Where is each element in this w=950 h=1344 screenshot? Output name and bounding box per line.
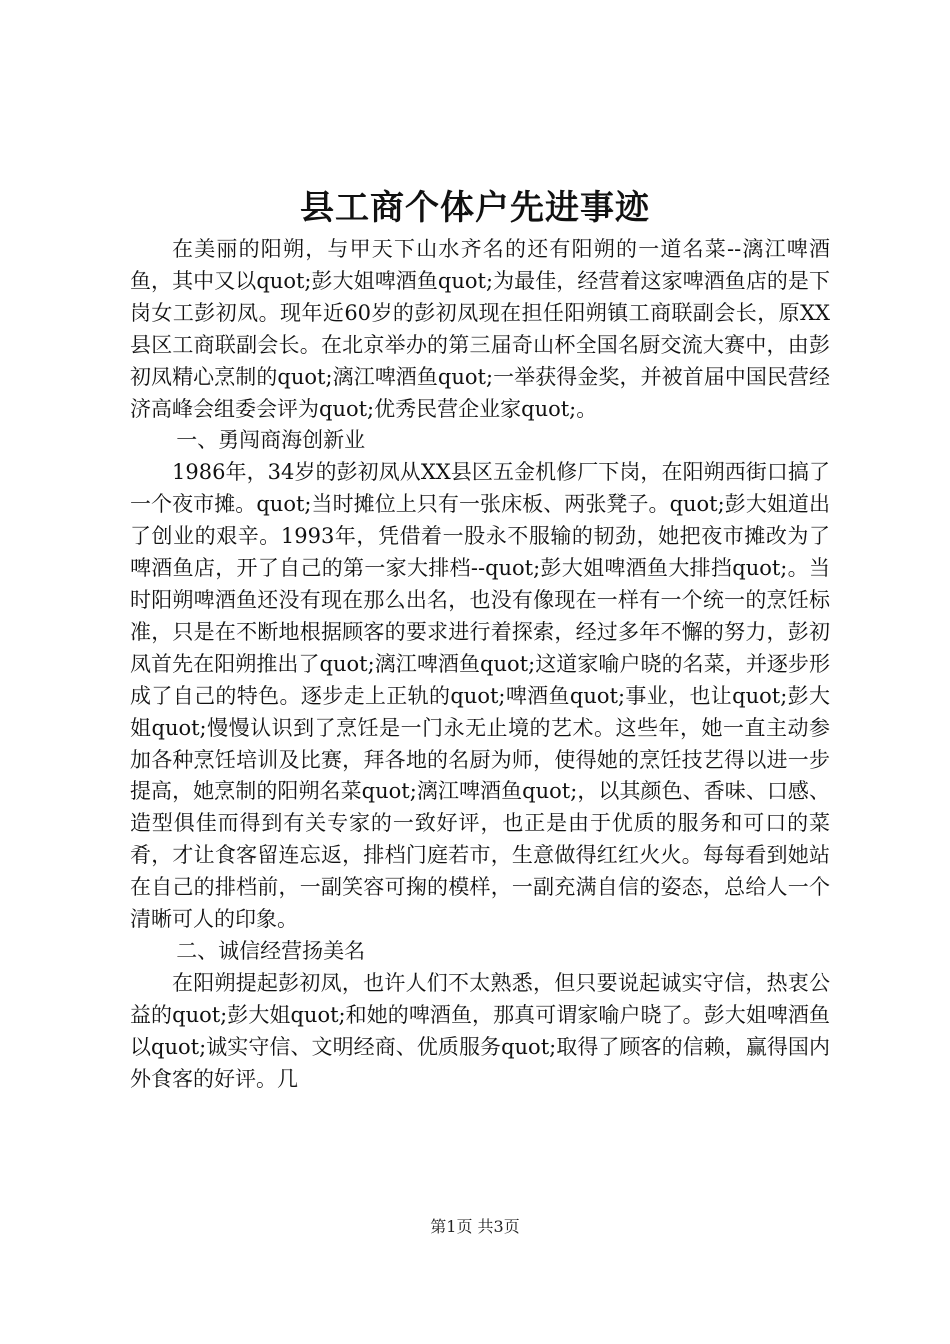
section-heading-2: 二、诚信经营扬美名 [176,938,366,963]
intro-paragraph: 在美丽的阳朔，与甲天下山水齐名的还有阳朔的一道名菜--漓江啤酒鱼，其中又以quot;彭大姐啤酒鱼quot;为最佳，经营着这家啤酒鱼店的是下岗女工彭初凤。现年近60岁的彭初凤现在担任阳朔镇工商联副会长，原XX县区工商联副会长。在北京举办的第三届奇山杯全国名厨交流大赛中，由彭初凤精心烹制的quot;漓江啤酒鱼quot;一举获得金奖，并被首届中国民营经济高峰会组委会评为quot;优秀民营企业家quot;。 [130,237,830,421]
page-title: 县工商个体户先进事迹 [300,188,650,228]
page-footer: 第1页 共3页 [430,1217,520,1236]
section-1-paragraph: 1986年，34岁的彭初凤从XX县区五金机修厂下岗，在阳朔西街口搞了一个夜市摊。quot;当时摊位上只有一张床板、两张凳子。quot;彭大姐道出了创业的艰辛。1993年，凭借着一股永不服输的韧劲，她把夜市摊改为了啤酒鱼店，开了自己的第一家大排档--quot;彭大姐啤酒鱼大排挡quot;。当时阳朔啤酒鱼还没有现在那么出名，也没有像现在一样有一个统一的烹饪标准，只是在不断地根据顾客的要求进行着探索，经过多年不懈的努力，彭初凤首先在阳朔推出了quot;漓江啤酒鱼quot;这道家喻户晓的名菜，并逐步形成了自己的特色。逐步走上正轨的quot;啤酒鱼quot;事业，也让quot;彭大姐quot;慢慢认识到了烹饪是一门永无止境的艺术。这些年，她一直主动参加各种烹饪培训及比赛，拜各地的名厨为师，使得她的烹饪技艺得以进一步提高，她烹制的阳朔名菜quot;漓江啤酒鱼quot;，以其颜色、香味、口感、造型俱佳而得到有关专家的一致好评，也正是由于优质的服务和可口的菜肴，才让食客留连忘返，排档门庭若市，生意做得红红火火。每每看到她站在自己的排档前，一副笑容可掬的模样，一副充满自信的姿态，总给人一个清晰可人的印象。 [130,460,830,932]
section-heading-1: 一、勇闯商海创新业 [176,428,366,453]
section-2-paragraph: 在阳朔提起彭初凤，也许人们不太熟悉，但只要说起诚实守信，热衷公益的quot;彭大姐quot;和她的啤酒鱼，那真可谓家喻户晓了。彭大姐啤酒鱼以quot;诚实守信、文明经商、优质服务quot;取得了顾客的信赖，赢得国内外食客的好评。几 [130,970,830,1091]
document-body [130,234,830,1095]
